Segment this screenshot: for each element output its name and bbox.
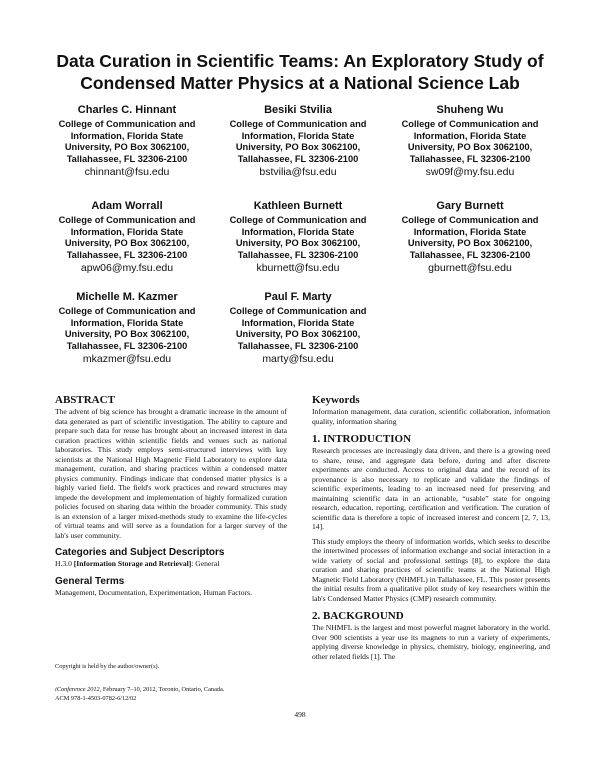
author-card <box>223 199 373 275</box>
copyright-note: Copyright is held by the author/owner(s). <box>55 663 160 670</box>
acm-code: ACM 978-1-4503-0782-6/12/02 <box>55 694 137 702</box>
author-name: Gary Burnett <box>436 200 504 212</box>
conference-note <box>55 686 287 703</box>
author-card <box>223 290 373 366</box>
introduction-paragraph: Research processes are increasingly data driven, and there is a growing need to share, reuse, and aggregate data before, during and after discrete experiments are conducted. Access to original data and the record of its provenance is also necessary to replicate and validate the findings of scientific experiments, leading to an increased need for preserving and maintaining scientific data in an actionable, “usable” state for ongoing research, education, reporting, certification and verification. The curation of scientific data is therefore a topic of increased interest and concern [2, 7, 13, 14]. <box>312 446 550 531</box>
author-name: Besiki Stvilia <box>264 104 332 116</box>
author-name: Adam Worrall <box>91 200 163 212</box>
categories-rest: : General <box>191 559 220 568</box>
keywords-text: Information management, data curation, scientific collaboration, information quality, information sharing <box>312 407 550 426</box>
author-name: Paul F. Marty <box>264 291 332 303</box>
abstract-heading: ABSTRACT <box>55 394 115 406</box>
introduction-paragraph: This study employs the theory of information worlds, which seeks to describe the intertwined processes of information exchange and social interaction in a wide variety of social and professional settings [8], to explore the data curation and sharing practices of scientific teams at the National High Magnetic Field Laboratory (NHMFL) in Tallahassee, FL. This poster presents the initial results from a qualitative pilot study of key researchers within the lab's Condensed Matter Physics (CMP) research community. <box>312 536 550 603</box>
author-affiliation: College of Communication and Information, Florida State University, PO Box 3062100, Tallahassee, FL 32306-2100 <box>58 306 196 351</box>
conference-details: , February 7–10, 2012, Toronto, Ontario, Canada. <box>99 686 225 693</box>
author-email: kburnett@fsu.edu <box>256 262 340 275</box>
author-affiliation: College of Communication and Information, Florida State University, PO Box 3062100, Tallahassee, FL 32306-2100 <box>229 215 367 260</box>
author-affiliation: College of Communication and Information, Florida State University, PO Box 3062100, Tallahassee, FL 32306-2100 <box>58 119 196 164</box>
author-affiliation: College of Communication and Information, Florida State University, PO Box 3062100, Tallahassee, FL 32306-2100 <box>401 215 539 260</box>
introduction-heading: 1. INTRODUCTION <box>312 433 412 445</box>
author-email: sw09f@my.fsu.edu <box>425 166 515 179</box>
categories-bold: [Information Storage and Retrieval] <box>73 559 192 568</box>
author-name: Charles C. Hinnant <box>77 104 177 116</box>
author-affiliation: College of Communication and Information, Florida State University, PO Box 3062100, Tallahassee, FL 32306-2100 <box>58 215 196 260</box>
abstract-text: The advent of big science has brought a dramatic increase in the amount of data generated as part of scientific investigation. The ability to capture and prepare such data for reuse has brought about an increased interest in data curation practices within scientific fields and venues such as national laboratories. This study employs semi-structured interviews with key scientists at the National High Magnetic Field Laboratory to explore data management, curation, and sharing practices within a condensed matter physics community. Findings indicate that condensed matter physics is a highly varied field. The field's work practices and reward structures may impede the development and implementation of highly formalized curation policies focused on sharing data within the broader community. This study is an extension of a larger mixed-methods study to examine the life-cycles of virtual teams and will serve as a foundation for a larger survey of the lab's user community. <box>55 407 287 540</box>
author-email: chinnant@fsu.edu <box>84 166 170 179</box>
background-heading: 2. BACKGROUND <box>312 610 404 622</box>
author-card <box>52 199 202 275</box>
keywords-heading: Keywords <box>312 394 360 406</box>
author-card <box>395 199 545 275</box>
page-number: 498 <box>294 710 306 719</box>
author-email: mkazmer@fsu.edu <box>82 353 172 366</box>
author-name: Kathleen Burnett <box>253 200 343 212</box>
author-name: Shuheng Wu <box>436 104 504 116</box>
author-email: gburnett@fsu.edu <box>428 262 512 275</box>
author-affiliation: College of Communication and Information, Florida State University, PO Box 3062100, Tallahassee, FL 32306-2100 <box>229 119 367 164</box>
background-paragraph: The NHMFL is the largest and most powerful magnet laboratory in the world. Over 900 scientists a year use its magnets to run a variety of experiments, applying diverse knowledge in physics, chemistry, biology, engineering, and other related fields [1]. The <box>312 623 550 661</box>
author-card <box>223 103 373 179</box>
author-affiliation: College of Communication and Information, Florida State University, PO Box 3062100, Tallahassee, FL 32306-2100 <box>229 306 367 351</box>
author-card <box>52 103 202 179</box>
general-terms-text: Management, Documentation, Experimentation, Human Factors. <box>55 587 252 597</box>
categories-text <box>55 559 287 569</box>
categories-code: H.3.0 <box>55 559 74 568</box>
author-email: bstvilia@fsu.edu <box>259 166 337 179</box>
author-card <box>52 290 202 366</box>
left-column <box>55 394 287 597</box>
categories-heading: Categories and Subject Descriptors <box>55 547 225 558</box>
general-terms-heading: General Terms <box>55 575 125 587</box>
paper-title: Data Curation in Scientific Teams: An Exploratory Study of Condensed Matter Physics at a National Science Lab <box>56 51 544 93</box>
author-email: apw06@my.fsu.edu <box>80 262 174 275</box>
author-affiliation: College of Communication and Information, Florida State University, PO Box 3062100, Tallahassee, FL 32306-2100 <box>401 119 539 164</box>
author-name: Michelle M. Kazmer <box>76 291 178 303</box>
right-column <box>312 394 550 661</box>
conference-name: iConference 2012 <box>55 686 100 693</box>
author-email: marty@fsu.edu <box>262 353 334 366</box>
author-card <box>395 103 545 179</box>
